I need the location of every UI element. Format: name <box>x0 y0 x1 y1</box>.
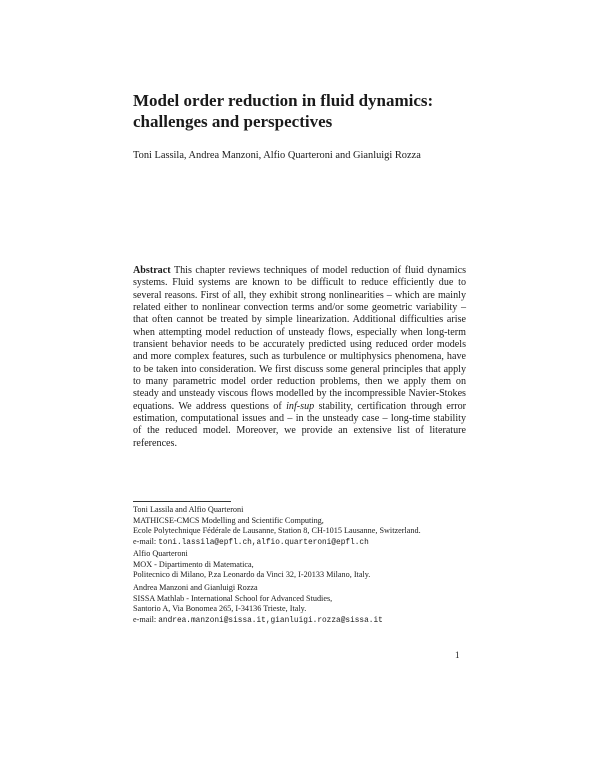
affiliation-sissa <box>133 583 466 626</box>
author-list: Toni Lassila, Andrea Manzoni, Alfio Quarteroni and Gianluigi Rozza <box>133 150 421 161</box>
paper-title <box>133 90 463 132</box>
abstract-text-part-2: stability, certification through error estimation, computational issues and – in the unsteady case – long-time stability of the reduced model. Moreover, we provide an extensive list of literature references. <box>133 400 466 449</box>
affiliation-epfl <box>133 505 466 548</box>
affiliation-names: Toni Lassila and Alfio Quarteroni <box>133 505 244 514</box>
affiliation-polimi <box>133 549 466 581</box>
abstract-italic-term: inf-sup <box>286 400 315 412</box>
email-label: e-mail: <box>133 614 157 624</box>
page-number: 1 <box>455 650 460 660</box>
affiliation-line: MATHICSE-CMCS Modelling and Scientific Computing, <box>133 515 324 525</box>
affiliation-line: Santorio A, Via Bonomea 265, I-34136 Trieste, Italy. <box>133 604 307 614</box>
affiliation-email-row <box>133 615 466 627</box>
email-address[interactable]: toni.lassila@epfl.ch,alfio.quarteroni@epfl.ch <box>158 538 369 547</box>
abstract <box>133 265 466 450</box>
affiliation-email-row <box>133 537 466 549</box>
title-line-1: Model order reduction in fluid dynamics: <box>133 91 434 110</box>
affiliation-names: Alfio Quarteroni <box>133 549 188 558</box>
abstract-text-part-1: This chapter reviews techniques of model reduction of fluid dynamics systems. Fluid systems are known to be difficult to reduce efficiently due to several reasons. First of all, they exhibit strong nonlinearities – which are mainly related either to nonlinear convection terms and/or some geometric variability – that often cannot be treated by simple linearization. Additional difficulties arise when attempting model reduction of unsteady flows, especially when long-term transient behavior needs to be accurately predicted using reduced order models and more complex features, such as turbulence or multiphysics phenomena, have to be taken into consideration. We first discuss some general principles that apply to many parametric model order reduction problems, then we apply them on steady and unsteady viscous flows modelled by the incompressible Navier-Stokes equations. We address questions of <box>133 265 466 412</box>
affiliation-line: Ecole Polytechnique Fédérale de Lausanne, Station 8, CH-1015 Lausanne, Switzerland. <box>133 526 421 536</box>
email-label: e-mail: <box>133 536 157 546</box>
title-line-2: challenges and perspectives <box>133 112 333 131</box>
footnote-divider <box>133 501 231 502</box>
affiliation-line: SISSA Mathlab - International School for Advanced Studies, <box>133 593 333 603</box>
abstract-label: Abstract <box>133 265 171 276</box>
affiliation-line: Politecnico di Milano, P.za Leonardo da Vinci 32, I-20133 Milano, Italy. <box>133 570 371 580</box>
email-address[interactable]: andrea.manzoni@sissa.it,gianluigi.rozza@sissa.it <box>158 616 383 625</box>
affiliation-line: MOX - Dipartimento di Matematica, <box>133 559 254 569</box>
affiliation-names: Andrea Manzoni and Gianluigi Rozza <box>133 583 258 592</box>
